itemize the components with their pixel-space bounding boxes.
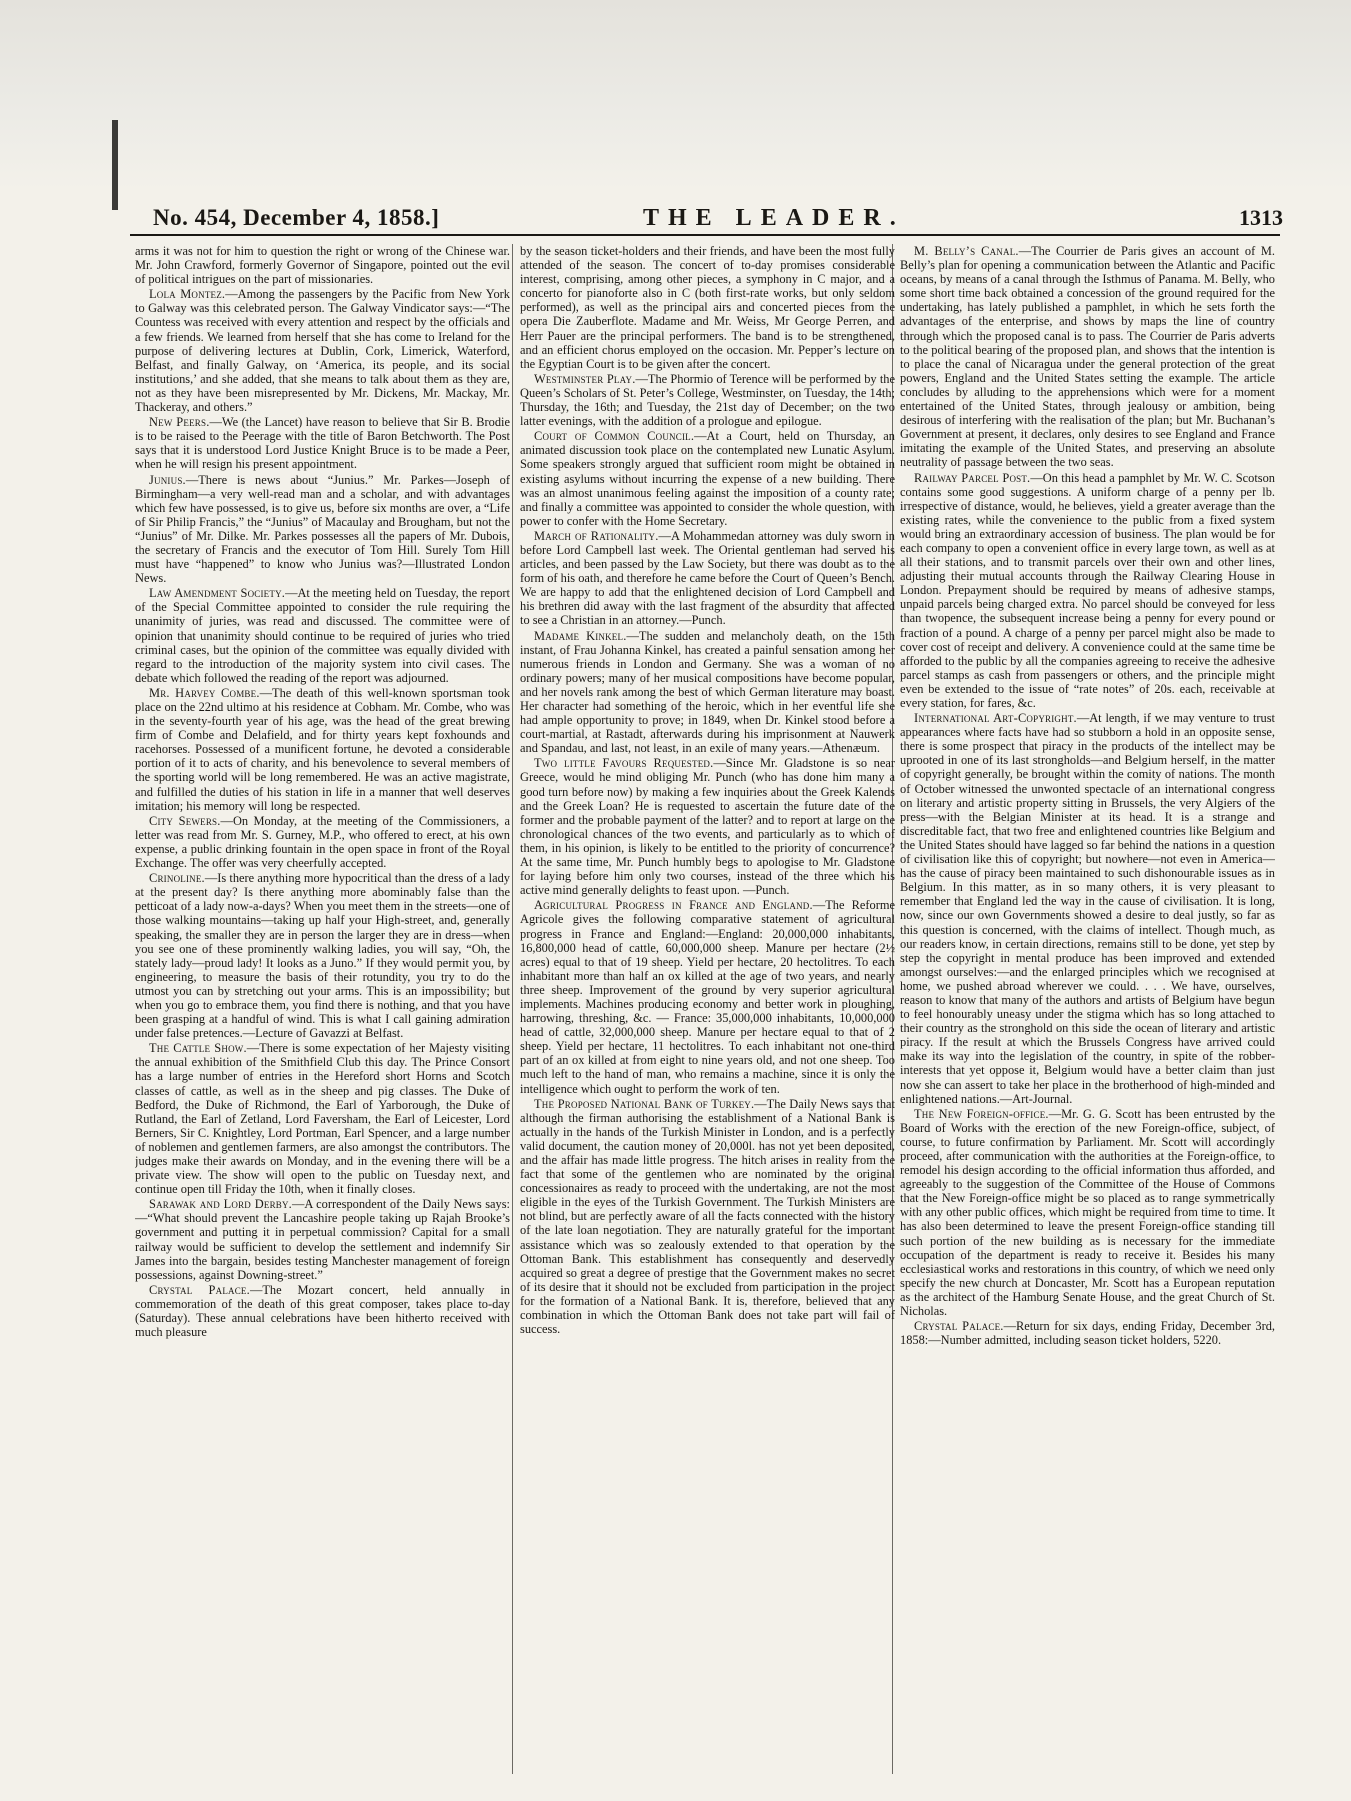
article-heading: Sarawak and Lord Derby. xyxy=(149,1197,292,1212)
article-text: —At length, if we may venture to trust appearances where facts have had so stubborn a hold in an opposite sense, there is some prospect that piracy in the products of the intellect may be uprooted in one of its last strongholds—and Belgium herself, in the matter of copyright generally, be brought within the comity of nations. The month of October witnessed the unwonted spectacle of an international congress on literary and artistic property sitting in Brussels, the very Algiers of the press—with the Belgian Minister at its head. It is a strange and discreditable fact, that two free and enlightened countries like Belgium and the United States should have lagged so far behind the nations in a question of civilisation like this of copyright; but nowhere—not even in America—has the cause of piracy been maintained to such dishonourable issues as in Belgium. In this matter, as in so many others, it is very pleasant to remember that England led the way in the cause of civilisation. It is long, now, since our own Governments showed a desire to deal justly, so far as this question is concerned, with the claims of intellect. Though much, as our readers know, in certain directions, remains still to be done, yet step by step the copyright in mental produce has been improved and extended amongst ourselves:—and the enlarged principles which we recognised at home, we pushed abroad wherever we could. . . . We have, ourselves, reason to know that many of the authors and artists of Belgium have begun to feel honourably uneasy under the stigma which has so long attached to their country as the stronghold on this side the ocean of literary and artistic piracy. If the result at which the Brussels Congress have arrived could make its way into the legislation of the country, in spite of the robber-interests that yet oppose it, Belgium would have a better claim than just now she can assert to take her place in the brotherhood of high-minded and enlightened nations.—Art-Journal. xyxy=(900,711,1275,1106)
binding-edge xyxy=(112,120,118,210)
article-paragraph xyxy=(135,244,510,286)
article-text: —On this head a pamphlet by Mr. W. C. Scotson contains some good suggestions. A uniform charge of a penny per lb. irrespective of distance, would, he believes, yield a greater average than the existing rates, while the convenience to the public from a fixed system would bring an extraordinary accession of business. The plan would be for each company to open a convenient office in every large town, as well as at all their stations, and to transmit parcels over their own and other lines, adjusting their mutual accounts through the Railway Clearing House in London. Prepayment should be required by means of adhesive stamps, unpaid parcels being charged extra. No parcel should be conveyed for less than twopence, the subsequent increase being a penny for every pound or fraction of a pound. A charge of a penny per parcel might also be made to cover cost of receipt and delivery. A convenience could at the same time be afforded to the public by all the companies agreeing to receive the adhesive parcel stamps as cash from passengers or others, and the principle might even be extended to the issue of “rate notes” of 20s. each, receivable at every station, for fares, &c. xyxy=(900,470,1275,710)
article-text: —The death of this well-known sportsman took place on the 22nd ultimo at his residence at Cobham. Mr. Combe, who was in the seventy-fourth year of his age, was the head of the great brewing firm of Combe and Delafield, and for thirty years kept foxhounds and racehorses. Possessed of a munificent fortune, he devoted a considerable portion of it to acts of charity, and his benevolence to several members of the sporting world will be long remembered. He was an active magistrate, and fulfilled the duties of his station in life in a manner that well deserves imitation; his memory will long be respected. xyxy=(135,685,510,813)
article-paragraph xyxy=(900,1319,1275,1347)
article-paragraph xyxy=(520,429,895,528)
article-text: —A correspondent of the Daily News says:—“What should prevent the Lancashire people taking up Rajah Brooke’s government and putting it in perpetual commission? Capital for a small railway would be sufficient to develop the settlement and indemnify Sir James into the bargain, besides testing Manchester management of foreign possessions, against Downing-street.” xyxy=(135,1197,510,1282)
article-heading: The Proposed National Bank of Turkey. xyxy=(534,1096,755,1111)
article-text: —The Daily News says that although the firman authorising the establishment of a National Bank is actually in the hands of the Turkish Minister in London, and is a perfectly valid document, the caution money of 20,000l. has not yet been deposited, and the affair has made little progress. The hitch arises in reality from the fact that some of the gentlemen who are nominated by the original concessionaires as ready to proceed with the undertaking, are not the most eligible in the eyes of the Turkish Government. The Turkish Ministers are not blind, but are perfectly aware of all the facts connected with the history of the late loan negotiation. They are naturally grateful for the important assistance which was so zealously extended to that operation by the Ottoman Bank. This establishment has consequently and deservedly acquired so great a degree of prestige that the Government makes no secret of its desire that it should not be excluded from participation in the project for the formation of a National Bank. It is, therefore, believed that any combination in which the Ottoman Bank does not take part will fail of success. xyxy=(520,1096,895,1337)
article-heading: International Art-Copyright. xyxy=(914,711,1077,726)
article-paragraph xyxy=(520,756,895,897)
column-divider xyxy=(512,244,513,1774)
article-text: —Among the passengers by the Pacific from New York to Galway was this celebrated person. The Galway Vindicator says:—“The Countess was received with every attention and respect by the officials and a few friends. We learned from herself that she has come to Ireland for the purpose of delivering lectures at Dublin, Cork, Limerick, Waterford, Belfast, and finally Galway, on ‘America, its people, and its social institutions,’ and she added, that she means to talk about them as they are, not as they have been misrepresented by Mr. Dickens, Mr. Mackay, Mr. Thackeray, and others.” xyxy=(135,287,510,415)
article-heading: Crystal Palace. xyxy=(914,1319,1004,1334)
article-text: by the season ticket-holders and their friends, and have been the most fully attended of the season. The concert of to-day promises considerable interest, comprising, among other pieces, a symphony in C major, and a concerto for pianoforte also in C (both first-rate works, but only seldom performed), as well as the principal airs and concerted pieces from the opera Die Zauberflote. Madame and Mr. Weiss, Mr George Perren, and Herr Pauer are the principal performers. The band is to be strengthened, and an efficient chorus employed on the occasion. Mr. Pepper’s lecture on the Egyptian Court is to be given after the concert. xyxy=(520,244,895,371)
article-text: —We (the Lancet) have reason to believe that Sir B. Brodie is to be raised to the Peerage with the title of Baron Betchworth. The Post says that it is understood Lord Justice Knight Bruce is to be made a Peer, when he will resign his present appointment. xyxy=(135,415,510,472)
article-heading: Madame Kinkel. xyxy=(534,628,627,643)
article-paragraph xyxy=(520,1097,895,1337)
article-paragraph xyxy=(135,586,510,685)
article-text: —At the meeting held on Tuesday, the report of the Special Committee appointed to consider the rule requiring the unanimity of juries, was read and discussed. The committee were of opinion that unanimity should continue to be required of juries who tried criminal cases, but the opinion of the committee was equally divided with regard to the introduction of the majority system into civil cases. The debate which followed the reading of the report was adjourned. xyxy=(135,586,510,685)
issue-line: No. 454, December 4, 1858.] xyxy=(153,205,440,230)
article-paragraph xyxy=(520,898,895,1095)
article-paragraph xyxy=(900,711,1275,1106)
article-paragraph xyxy=(135,1041,510,1196)
column-3 xyxy=(900,244,1275,1784)
page-number: 1313 xyxy=(1239,205,1283,230)
article-text: —There is news about “Junius.” Mr. Parkes—Joseph of Birmingham—a very well-read man and a scholar, and with advantages which few have possessed, is to give us, before six months are over, a “Life of Sir Philip Francis,” the “Junius” of Macaulay and Brougham, but not the “Junius” of Mr. Dilke. Mr. Parkes possesses all the papers of Mr. Dubois, the secretary of Francis and the executor of Tom Hill. Surely Tom Hill must have “happened” to know who Junius was?—Illustrated London News. xyxy=(135,472,510,586)
article-paragraph xyxy=(520,629,895,756)
article-heading: Agricultural Progress in France and England. xyxy=(534,898,813,913)
article-text: —Since Mr. Gladstone is so near Greece, would he mind obliging Mr. Punch (who has done him many a good turn before now) by making a few inquiries about the Greek Kalends and the Greek Loan? He is requested to ascertain the future date of the former and the probable payment of the latter? and to report at large on the chronological chances of the two events, and particularly as to which of them, in his opinion, is likely to be entitled to the priority of concurrence? At the same time, Mr. Punch humbly begs to apologise to Mr. Gladstone for laying before him only two courses, instead of the three which his active mind generally delights to feast upon. —Punch. xyxy=(520,756,895,898)
article-paragraph xyxy=(135,415,510,471)
article-paragraph xyxy=(135,686,510,813)
article-heading: Railway Parcel Post. xyxy=(914,470,1031,485)
article-paragraph xyxy=(135,287,510,414)
article-heading: The Cattle Show. xyxy=(149,1041,247,1056)
article-text: —There is some expectation of her Majesty visiting the annual exhibition of the Smithfield Club this day. The Prince Consort has a large number of entries in the Hereford short Horns and Scotch classes of cattle, as well as in the sheep and pig classes. The Duke of Bedford, the Duke of Richmond, the Earl of Yarborough, the Duke of Rutland, the Earl of Zetland, Lord Faversham, the Earl of Leicester, Lord Berners, Sir C. Knightley, Lord Portman, Earl Spencer, and a large number of noblemen and gentlemen farmers, are also amongst the contributors. The judges make their awards on Monday, and in the evening there will be a private view. The show will open to the public on Tuesday next, and continue open till Friday the 10th, when it finally closes. xyxy=(135,1041,510,1197)
page-top-margin xyxy=(0,0,1351,190)
masthead-title: THE LEADER. xyxy=(643,205,905,231)
article-paragraph xyxy=(900,1107,1275,1318)
article-paragraph xyxy=(900,471,1275,711)
article-paragraph xyxy=(135,473,510,586)
article-heading: The New Foreign-office. xyxy=(914,1106,1049,1121)
article-heading: Junius. xyxy=(149,472,186,487)
article-paragraph xyxy=(900,244,1275,470)
article-heading: Mr. Harvey Combe. xyxy=(149,685,260,700)
article-text: —The Mozart concert, held annually in commemoration of the death of this great composer, takes place to-day (Saturday). These annual celebrations have been hitherto received with much pleasure xyxy=(135,1282,510,1340)
article-heading: M. Belly’s Canal. xyxy=(914,244,1019,258)
article-heading: Court of Common Council. xyxy=(534,429,695,444)
article-heading: Crinoline. xyxy=(149,871,205,886)
article-text: —The Phormio of Terence will be performed by the Queen’s Scholars of St. Peter’s College, Westminster, on Tuesday, the 14th; Thursday, the 16th; and Tuesday, the 21st day of December; on the two latter evenings, with the addition of a prologue and epilogue. xyxy=(520,371,895,429)
article-heading: Two little Favours Requested. xyxy=(534,756,714,771)
article-text: —Return for six days, ending Friday, December 3rd, 1858:—Number admitted, including season ticket holders, 5220. xyxy=(900,1319,1275,1348)
article-heading: Westminster Play. xyxy=(534,371,636,386)
article-text: —The Reforme Agricole gives the following comparative statement of agricultural progress in France and England:—England: 20,000,000 inhabitants, 16,800,000 head of cattle, 60,000,000 sheep. Manure per hectare (2½ acres) equal to that of 19 sheep. Yield per hectare, 20 hectolitres. To each inhabitant more than half an ox killed at the age of two years, and nearly three sheep. Improvement of the ground by very superior agricultural implements. Machines producing economy and better work in ploughing, harrowing, threshing, &c. — France: 35,000,000 inhabitants, 10,000,000 head of cattle, 32,000,000 sheep. Manure per hectare equal to that of 2 sheep. Yield per hectare, 11 hectolitres. To each inhabitant not one-third part of an ox killed at from eight to nine years old, and not one sheep. Too much left to the hand of man, who remains a machine, since it is only the intelligence which ought to perform the work of ten. xyxy=(520,898,895,1096)
article-paragraph xyxy=(135,1197,510,1282)
article-text: —Is there anything more hypocritical than the dress of a lady at the present day? Is there anything more abominably false than the petticoat of a lady now-a-days? When you meet them in the streets—one of those walking mountains—taking up half your High-street, and, generally speaking, the smaller they are in person the larger they are in dress—when you see one of these prominently walking ladies, you will say, “Oh, the stately lady—proud lady! It looks as a Juno.” If they would permit you, by engineering, to measure the basis of their rotundity, you try to do the utmost you can by stretching out your arms. This is an impossibility; but when you go to embrace them, you find there is nothing, and that you have been grasping at a handful of wind. This is what I call gaining admiration under false pretences.—Lecture of Gavazzi at Belfast. xyxy=(135,871,510,1041)
article-heading: Lola Montez. xyxy=(149,287,226,302)
article-text: arms it was not for him to question the right or wrong of the Chinese war. Mr. John Crawford, formerly Governor of Singapore, pointed out the evil of political intrigues on the part of missionaries. xyxy=(135,244,510,287)
article-heading: Law Amendment Society. xyxy=(149,586,286,601)
article-text: —A Mohammedan attorney was duly sworn in before Lord Campbell last week. The Oriental gentleman had served his articles, and been passed by the Law Society, but there was doubt as to the form of his oath, and therefore he came before the Court of Queen’s Bench. We are happy to add that the enlightened decision of Lord Campbell and his brethren did away with the last fragment of the absurdity that affected to see a Christian in an attorney.—Punch. xyxy=(520,528,895,628)
article-heading: March of Rationality. xyxy=(534,528,659,543)
article-text: —The sudden and melancholy death, on the 15th instant, of Frau Johanna Kinkel, has created a painful sensation among her numerous friends in London and Germany. She was a woman of no ordinary powers; many of her musical compositions have become popular, and her novels rank among the best of which German literature may boast. Her character had something of the heroic, which in her eventful life she had ample opportunity to prove; in 1849, when Dr. Kinkel stood before a court-martial, at Rastadt, afterwards during his imprisonment at Nauwerk and Spandau, and last, not least, in an exile of many years.—Athenæum. xyxy=(520,628,895,756)
column-2 xyxy=(520,244,895,1784)
article-paragraph xyxy=(135,871,510,1040)
article-heading: New Peers. xyxy=(149,415,210,430)
article-heading: Crystal Palace. xyxy=(149,1282,250,1297)
article-text: —Mr. G. G. Scott has been entrusted by the Board of Works with the erection of the new Foreign-office, subject, of course, to future confirmation by Parliament. Mr. Scott will accordingly proceed, after communication with the authorities at the Foreign-office, to remodel his design according to the official information thus afforded, and agreeably to the suggestion of the Committee of the House of Commons that the New Foreign-office might be so placed as to range symmetrically with any other public offices, which might be required from time to time. It has also been determined to leave the present Foreign-office standing till such portion of the new building as is necessary for the immediate occupation of the department is ready to receive it. Besides his many ecclesiastical works and restorations in this country, of which we need only specify the new church at Doncaster, Mr. Scott has a European reputation as the architect of the Hamburg Senate House, and the great Church of St. Nicholas. xyxy=(900,1106,1275,1319)
article-paragraph xyxy=(520,244,895,371)
article-text: —The Courrier de Paris gives an account of M. Belly’s plan for opening a communication between the Atlantic and Pacific oceans, by means of a canal through the Isthmus of Panama. M. Belly, who some short time back obtained a concession of the ground required for the undertaking, has lately published a pamphlet, in which he sets forth the advantages of the enterprise, and shows by maps the line of country through which the proposed canal is to pass. The Courrier de Paris adverts to the political bearing of the proposed plan, and shows that the intention is to place the canal of Nicaragua under the general protection of the great powers, England and the United States setting the example. The article concludes by alluding to the apprehensions which were for a moment entertained of the United States, through jealousy or ambition, being desirous of interfering with the realisation of the plan; but Mr. Buchanan’s Government at present, it declares, only desires to see England and France imitating the example of the United States, and preserving an absolute neutrality of passage between the two seas. xyxy=(900,244,1275,470)
article-paragraph xyxy=(520,529,895,628)
header-rule xyxy=(130,234,1280,236)
article-text: —At a Court, held on Thursday, an animated discussion took place on the contemplated new Lunatic Asylum. Some speakers strongly argued that sufficient room might be obtained in existing asylums without incurring the expense of a new building. There was an almost unanimous feeling against the imposition of a county rate; and finally a committee was appointed to consider the whole question, with power to confer with the Home Secretary. xyxy=(520,429,895,528)
article-paragraph xyxy=(135,814,510,870)
column-1 xyxy=(135,244,510,1784)
article-paragraph xyxy=(135,1283,510,1339)
article-heading: City Sewers. xyxy=(149,813,221,828)
article-text: —On Monday, at the meeting of the Commissioners, a letter was read from Mr. S. Gurney, M.P., who offered to erect, at his own expense, a public drinking fountain in the open space in front of the Royal Exchange. The offer was very cheerfully accepted. xyxy=(135,813,510,871)
article-paragraph xyxy=(520,372,895,428)
